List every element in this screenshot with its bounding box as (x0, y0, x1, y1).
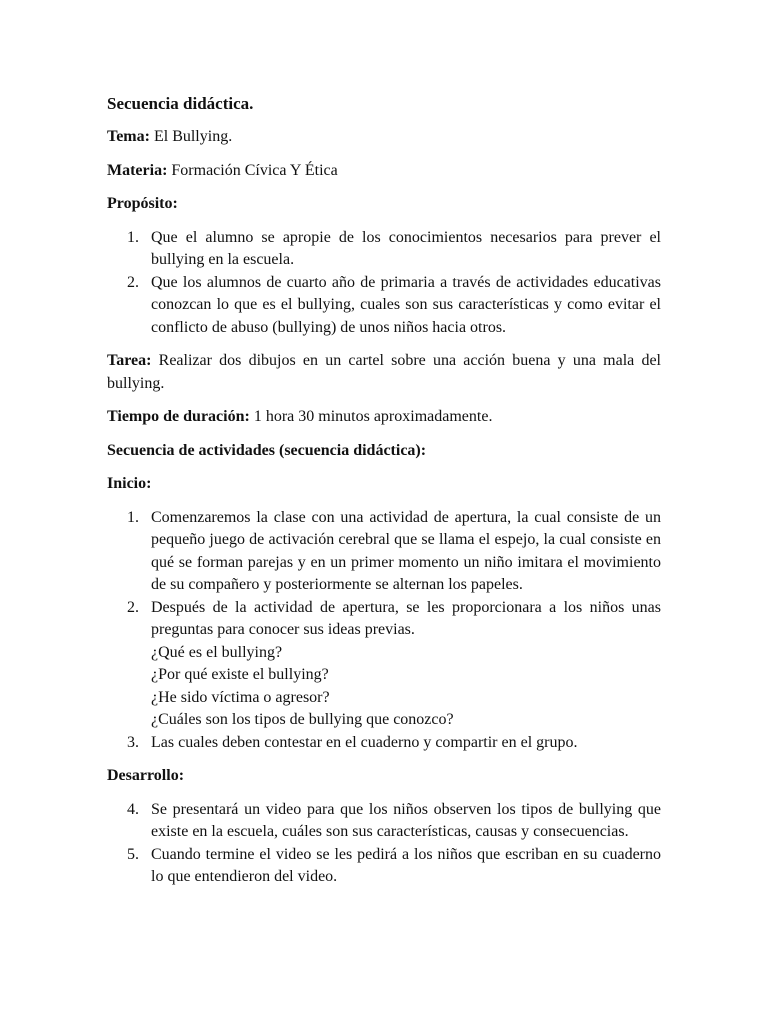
inicio-list (107, 507, 661, 755)
item-text: Cuando termine el video se les pedirá a los niños que escriban en su cuaderno lo que entendieron del video. (151, 845, 661, 885)
item-number: 5. (127, 845, 139, 863)
item-number: 3. (127, 733, 139, 751)
document-page (107, 92, 661, 900)
list-item (107, 597, 661, 732)
proposito-heading: Propósito: (107, 195, 178, 212)
item-number: 2. (127, 273, 139, 291)
item-text: Después de la actividad de apertura, se les proporcionara a los niños unas preguntas para conocer sus ideas previas. (151, 598, 661, 638)
tema-field (107, 126, 661, 149)
list-item (107, 272, 661, 340)
item-text: Comenzaremos la clase con una actividad de apertura, la cual consiste de un pequeño juego de activación cerebral que se llama el espejo, la cual consiste en qué se forman parejas y en un primer momento un niño imitara el movimiento de su compañero y posteriormente se alternan los papeles. (151, 508, 661, 593)
item-number: 1. (127, 228, 139, 246)
item-text: Que el alumno se apropie de los conocimientos necesarios para prever el bullying en la escuela. (151, 228, 661, 268)
item-text: Se presentará un video para que los niños observen los tipos de bullying que existe en la escuela, cuáles son sus características, causas y consecuencias. (151, 800, 661, 840)
secuencia-heading: Secuencia de actividades (secuencia didáctica): (107, 441, 427, 459)
item-number: 2. (127, 598, 139, 616)
question-4: ¿Cuáles son los tipos de bullying que conozco? (151, 711, 454, 728)
question-1: ¿Qué es el bullying? (151, 643, 283, 661)
tema-label: Tema: (107, 128, 150, 145)
item-number: 4. (127, 800, 139, 818)
document-title: Secuencia didáctica. (107, 94, 254, 113)
inicio-heading: Inicio: (107, 475, 152, 492)
list-item (107, 732, 661, 755)
tarea-label: Tarea: (107, 352, 152, 369)
list-item (107, 844, 661, 889)
desarrollo-heading: Desarrollo: (107, 767, 185, 784)
list-item (107, 507, 661, 597)
tarea-value: Realizar dos dibujos en un cartel sobre una acción buena y una mala del bullying. (107, 352, 661, 392)
question-2: ¿Por qué existe el bullying? (151, 666, 329, 683)
list-item (107, 799, 661, 844)
tema-value: El Bullying. (149, 128, 233, 145)
materia-field (107, 160, 661, 183)
list-item (107, 227, 661, 272)
tarea-field (107, 350, 661, 395)
item-number: 1. (127, 508, 139, 526)
item-text: Que los alumnos de cuarto año de primaria a través de actividades educativas conozcan lo que es el bullying, cuales son sus características y como evitar el conflicto de abuso (bullying) de unos niños hacia otros. (151, 273, 661, 336)
tiempo-value: 1 hora 30 minutos aproximadamente. (249, 408, 493, 425)
question-3: ¿He sido víctima o agresor? (151, 688, 330, 706)
proposito-list (107, 227, 661, 340)
tiempo-label: Tiempo de duración: (107, 408, 250, 425)
item-text: Las cuales deben contestar en el cuaderno y compartir en el grupo. (151, 733, 578, 751)
materia-label: Materia: (107, 161, 168, 179)
desarrollo-list (107, 799, 661, 889)
tiempo-field (107, 406, 661, 429)
materia-value: Formación Cívica Y Ética (167, 161, 338, 179)
